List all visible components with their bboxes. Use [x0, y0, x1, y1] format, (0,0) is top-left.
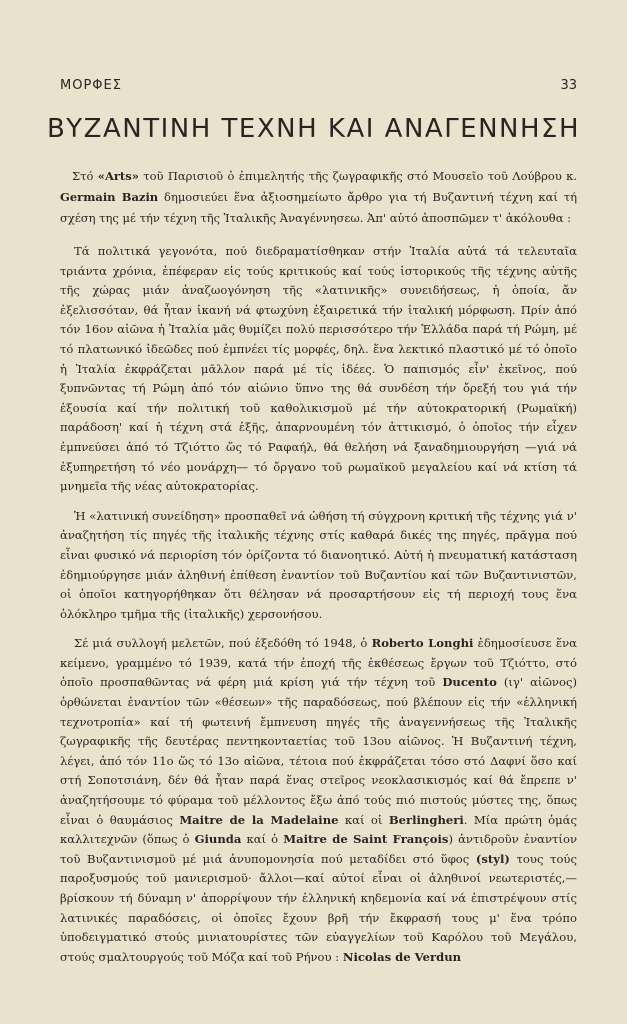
intro-paragraph: Στό «Arts» τοῦ Παρισιοῦ ὁ ἐπιμελητής τῆς ζωγραφικῆς στό Μουσεῖο τοῦ Λούβρου κ. Germain Bazin δημοσιεύει ἕνα ἀξιοσημείωτο ἄρθρο για τή Βυζαντινή τέχνη καί τή σχέση της μέ τήν τέχνη τῆς Ἰταλικῆς Ἀναγέννησεω. Ἀπ' αὐτό ἀποσπῶμεν τ' ἀκόλουθα : — [60, 169, 577, 225]
paragraph-3: Σέ μιά συλλογή μελετῶν, πού ἐξεδόθη τό 1948, ὁ Roberto Longhi ἐδημοσίευσε ἕνα κείμενο, γραμμένο τό 1939, κατά τήν ἐποχή τῆς ἐκθέσεως ἔργων τοῦ Τζιόττο, στό ὁποῖο προσπαθῶντας νά φέρη μιά κρίση γιά τήν τέχνη τοῦ Ducento (ιγ' αἰῶνος) ὀρθώνεται ἐναντίον τῶν «θέσεων» τῆς παραδόσεως, πού βλέπουν εἰς τήν «ἑλληνική τεχνοτροπία» καί τή φωτεινή ἔμπνευση πηγές τῆς ἀναγεννήσεως τῆς Ἰταλικῆς ζωγραφικῆς τῆς δευτέρας πεντηκονταετίας τοῦ 13ου αἰῶνος. Ἡ Βυζαντινή τέχνη, λέγει, ἀπό τόν 11ο ὥς τό 13ο αἰῶνα, τέτοια πού ἐκφράζεται τόσο στό Δαφνί ὅσο καί στή Σοποτσιάνη, δέν θά ἦταν παρά ἕνας στεῖρος νεοκλασικισμός καί θά ἔπρεπε ν' ἀναζητήσουμε τό φύραμα τοῦ μέλλοντος ἔξω ἀπό τούς πιό πιστούς μύστες της, ὅπως εἶναι ὁ θαυμάσιος Maitre de la Madelaine καί οἱ Berlingheri. Μία πρώτη ὁμάς καλλιτεχνῶν (ὅπως ὁ Giunda καί ὁ Maitre de Saint François) ἀντιδροῦν ἐναντίον τοῦ Βυζαντινισμοῦ μέ μιά ἀνυπομονησία πού μεταδίδει στό ὕφος (styl) τους τούς παροξυσμούς τοῦ μανιερισμοῦ· ἄλλοι—καί αὐτοί εἶναι οἱ ἀληθινοί νεωτεριστές,—βρίσκουν τή δύναμη ν' ἀπορρίψουν τήν ἑλληνική κηδεμονία καί νά ἐπιστρέψουν στίς λατινικές παραδόσεις, οἱ ὁποῖες ἔχουν βρῆ τήν ἔκφρασή τους μ' ἕνα τρόπο ὑποδειγματικό στούς μινιατουρίστες τῶν εὐαγγελίων τοῦ Καρόλου τοῦ Μεγάλου, στούς σμαλτουργούς τοῦ Μόζα καί τοῦ Ρήνου : Nicolas de Verdun — [60, 636, 578, 964]
name-giunda: Giunda — [194, 832, 242, 847]
paragraph-1: Τά πολιτικά γεγονότα, πού διεδραματίσθηκαν στήν Ἰταλία αὐτά τά τελευταῖα τριάντα χρόνια, ἐπέφεραν εἰς τούς κριτικούς καί τούς ἱστορικούς τῆς τέχνης αὐτῆς τῆς χώρας μιάν ἀναζωογόνηση τῆς «λατινικῆς» συνειδήσεως, ἡ ὁποία, ἄν ἐξελισσόταν, θά ἦταν ἱκανή νά φτωχύνη ἐξαιρετικά τήν ἰταλική μόρφωση. Πρίν ἀπό τόν 16ον αἰῶνα ἡ Ἰταλία μᾶς θυμίζει πολύ περισσότερο τήν Ἑλλάδα παρά τή Ρώμη, μέ τό πλατωνικό ἰδεῶδες πού ἐμπνέει τίς μορφές, δηλ. ἕνα λεκτικό πλαστικό μέ τό ὁποῖο ἡ Ἰταλία ἐκφράζεται μᾶλλον παρά μέ τίς ἰδέες. Ὁ παπισμός εἶν' ἐκεῖνος, πού ξυπνῶντας τή Ρώμη ἀπό τόν αἰώνιο ὕπνο της θά συνδέση τήν ὄρεξή του γιά τήν ἐξουσία καί τήν πολιτική τοῦ καθολικισμοῦ μέ τήν αὐτοκρατορική (Ρωμαϊκή) παράδοση' καί ἡ τέχνη στά ἑξῆς, ἀπαρνουμένη τόν ἀττικισμό, ὁ ὁποῖος τήν εἶχεν ἐμπνεύσει ἀπό τό Τζιόττο ὥς τό Ραφαήλ, θά θελήση νά ξαναδημιουργήση —γιά νά ἐξυπηρετήση τό νέο μονάρχη— τό ὄργανο τοῦ ρωμαϊκοῦ μεγαλείου καί νά κτίση τά μνημεῖα τῆς νέας αὐτοκρατορίας. — [60, 244, 577, 494]
name-longhi: Roberto Longhi — [371, 636, 474, 651]
article-title: ΒΥΖΑΝΤΙΝΗ ΤΕΧΝΗ ΚΑΙ ΑΝΑΓΕΝΝΗΣΗ — [46, 114, 581, 144]
paragraph-2: Ἡ «λατινική συνείδηση» προσπαθεῖ νά ὠθήση τή σύγχρονη κριτική τῆς τέχνης γιά ν' ἀναζητήση τίς πηγές τῆς ἰταλικῆς τέχνης στίς καθαρά δικές της πηγές, πρᾶγμα πού εἶναι φυσικό νά περιορίση τόν ὁρίζοντα τό διανοητικό. Αὐτή ἡ πνευματική κατάσταση ἐδημιούργησε μιάν ἀληθινή ἐπίθεση ἐναντίον τοῦ Βυζαντίου καί τῶν Βυζαντινιστῶν, οἱ ὁποῖοι κατηγορήθηκαν ὅτι θέλησαν νά προσαρτήσουν εἰς τή περιοχή τους ἕνα ὁλόκληρο τμῆμα τῆς (ἰταλικῆς) χερσονήσου. — [60, 508, 577, 621]
author-name: Germain Bazin — [60, 190, 159, 204]
running-head — [60, 78, 577, 98]
name-maitre-madelaine: Maitre de la Madelaine — [179, 812, 339, 827]
journal-name: ΜΟΡΦΕΣ — [60, 78, 122, 93]
article-body — [60, 242, 577, 977]
term-ducento: Ducento — [442, 675, 497, 690]
name-maitre-saint-francois: Maitre de Saint François — [283, 832, 449, 847]
journal-arts: «Arts» — [97, 169, 139, 183]
name-nicolas-de-verdun: Nicolas de Verdun — [342, 949, 462, 964]
term-styl: (styl) — [475, 851, 510, 866]
name-berlingheri: Berlingheri — [388, 812, 464, 827]
page-number: 33 — [560, 78, 577, 93]
